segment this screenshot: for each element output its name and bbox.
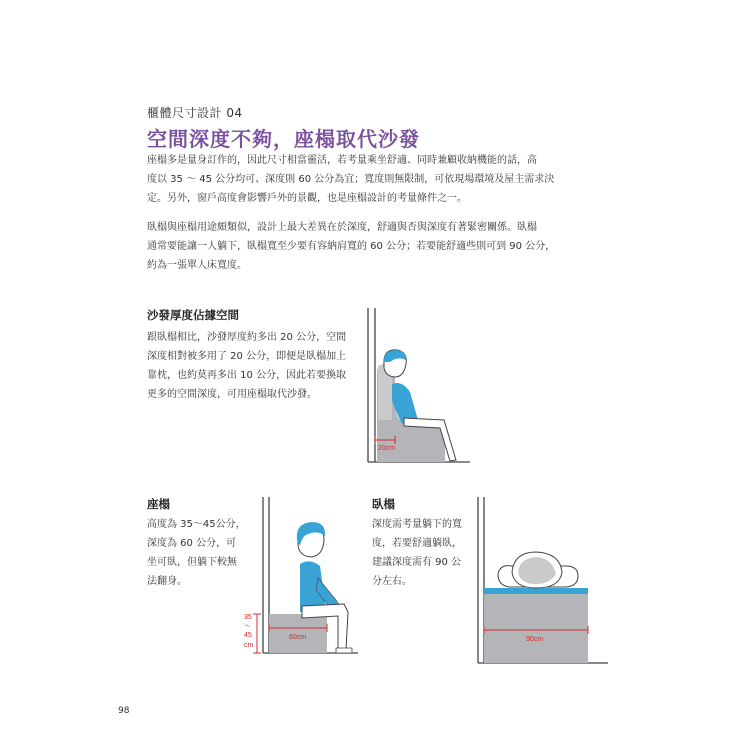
text-line: 分左右。 — [372, 576, 412, 587]
text-line: 坐可臥，但躺下較無 — [147, 557, 237, 568]
seat-height-label-4: cm — [244, 642, 254, 649]
text-line: 法翻身。 — [147, 576, 187, 587]
section-label: 櫃體尺寸設計 04 — [147, 106, 243, 120]
seat-height-label-2: ～ — [244, 623, 251, 630]
sofa-illustration — [368, 308, 470, 462]
seat-heading: 座榻 — [147, 497, 170, 511]
sofa-dimension-label: 20cm — [378, 445, 396, 452]
text-line: 度，若要舒適躺臥， — [372, 538, 462, 549]
seat-height-label-1: 35 — [244, 614, 252, 621]
text-line: 更多的空間深度，可用座榻取代沙發。 — [147, 389, 317, 400]
seat-illustration — [244, 497, 358, 653]
page-number: 98 — [118, 706, 130, 716]
daybed-depth-label: 90cm — [526, 636, 544, 643]
text-line: 約為一張單人床寬度。 — [147, 260, 247, 271]
text-line: 臥榻與座榻用途頗類似，設計上最大差異在於深度，舒適與否與深度有著緊密關係。臥榻 — [147, 222, 537, 233]
daybed-heading: 臥榻 — [372, 497, 395, 511]
text-line: 通常要能讓一人躺下，臥榻寬至少要有容納肩寬的 60 公分；若要能舒適些則可到 90 公分， — [147, 241, 556, 252]
text-line: 度以 35 ～ 45 公分均可、深度則 60 公分為宜；寬度則無限制，可依現場環境及屋主需求決 — [147, 174, 555, 185]
page-title: 空間深度不夠，座榻取代沙發 — [147, 127, 420, 151]
text-line: 深度需考量躺下的寬 — [372, 519, 462, 530]
text-line: 跟臥榻相比，沙發厚度約多出 20 公分，空間 — [147, 332, 347, 343]
seat-depth-label: 60cm — [289, 634, 307, 641]
text-line: 深度為 60 公分，可 — [147, 538, 237, 549]
person-foot — [336, 648, 352, 653]
daybed-box — [484, 592, 588, 663]
daybed-illustration — [478, 497, 608, 663]
text-line: 靠枕，也約莫再多出 10 公分，因此若要換取 — [147, 370, 347, 381]
text-line: 深度相對被多用了 20 公分，即便是臥榻加上 — [147, 351, 347, 362]
daybed-mattress — [484, 588, 588, 594]
seat-height-label-3: 45 — [244, 632, 252, 639]
text-line: 高度為 35～45公分， — [147, 519, 246, 530]
text-line: 建議深度需有 90 公 — [372, 557, 462, 568]
sofa-heading: 沙發厚度佔據空間 — [147, 308, 239, 322]
text-line: 座榻多是量身訂作的，因此尺寸相當靈活，若考量乘坐舒適、同時兼顧收納機能的話，高 — [147, 155, 537, 166]
text-line: 定。另外，窗戶高度會影響戶外的景觀，也是座榻設計的考量條件之一。 — [147, 193, 467, 204]
